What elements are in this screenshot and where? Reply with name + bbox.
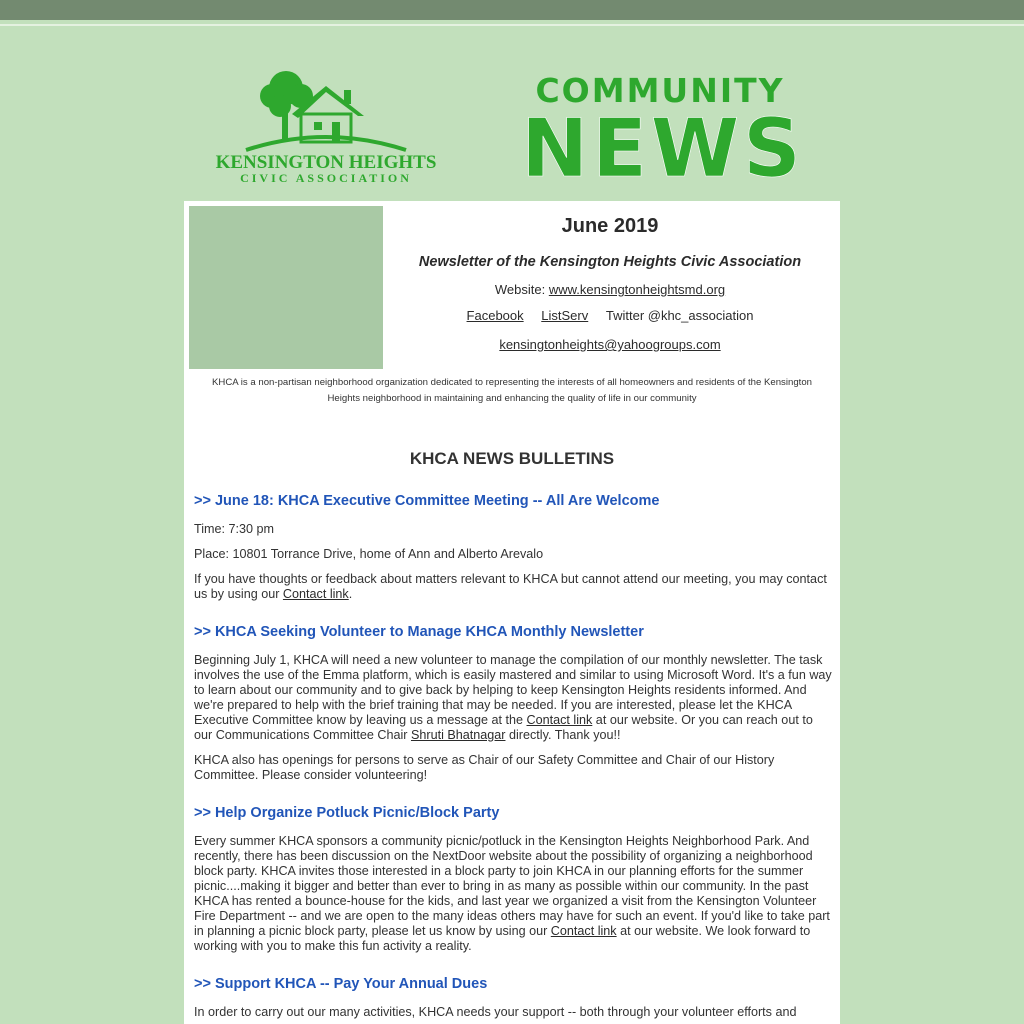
contact-link[interactable]: Contact link <box>550 924 617 938</box>
bulletins-content <box>194 493 832 1020</box>
picnic-paragraph <box>194 834 832 954</box>
volunteer-text: Beginning July 1, KHCA will need a new volunteer to manage the compilation of our monthly newsletter. The task involves the use of the Emma platform, which is easily mastered and similar to using Microsoft Word. It's a fun way to learn about our community and to give back by helping to keep Kensington Heights residents informed. And we're prepared to help with the brief training that may be needed. If you are interested, please let the KHCA Executive Committee know by leaving us a message at the <box>194 653 832 727</box>
bulletins-heading: KHCA NEWS BULLETINS <box>409 449 615 468</box>
volunteer-paragraph <box>194 653 832 743</box>
community-news-masthead <box>520 70 810 185</box>
volunteer-text-end: directly. Thank you!! <box>505 728 621 742</box>
issue-date: June 2019 <box>561 215 659 237</box>
picnic-text-end: at our website. We look forward to working with you to make this fun activity a reality. <box>194 924 811 953</box>
openings-paragraph: KHCA also has openings for persons to serve as Chair of our Safety Committee and Chair of our History Committee. Please consider volunteering! <box>194 753 775 782</box>
meeting-paragraph <box>194 572 832 602</box>
top-bar <box>0 0 1024 20</box>
contact-link[interactable]: Contact link <box>526 713 593 727</box>
section-title-volunteer: >> KHCA Seeking Volunteer to Manage KHCA Monthly Newsletter <box>194 624 644 640</box>
masthead-word1: COMMUNITY <box>535 71 785 110</box>
email-link[interactable]: kensingtonheights@yahoogroups.com <box>499 337 721 352</box>
section-title-picnic: >> Help Organize Potluck Picnic/Block Party <box>194 805 500 821</box>
meeting-text-end: . <box>348 587 353 601</box>
logo-line1: KENSINGTON HEIGHTS <box>215 152 437 173</box>
section-title-meeting: >> June 18: KHCA Executive Committee Meeting -- All Are Welcome <box>194 493 660 509</box>
meeting-time: Time: 7:30 pm <box>194 522 275 536</box>
newsletter-subtitle: Newsletter of the Kensington Heights Civic Association <box>418 254 802 270</box>
website-label: Website: <box>494 282 549 297</box>
contact-link[interactable]: Contact link <box>282 587 349 601</box>
twitter-handle: Twitter @khc_association <box>605 308 754 323</box>
email-line <box>394 337 826 352</box>
khca-logo <box>206 66 446 186</box>
newsletter-card <box>184 201 840 1024</box>
listserv-link[interactable]: ListServ <box>541 308 589 323</box>
picnic-text: Every summer KHCA sponsors a community picnic/potluck in the Kensington Heights Neighborhood Park. And recently, there has been discussion on the NextDoor website about the possibility of organizing a neighborhood block party. KHCA invites those interested in a block party to join KHCA in our planning efforts for the summer picnic....making it bigger and better than ever to bring in as many as possible within our community. In the past KHCA has rented a bounce-house for the kids, and last year we organized a visit from the Kensington Volunteer Fire Department -- and we are open to the many ideas others may have for such an event. If you'd like to take part in planning a picnic block party, please let us know by using our <box>194 834 830 938</box>
masthead-word2: NEWS <box>521 102 805 185</box>
meeting-place: Place: 10801 Torrance Drive, home of Ann and Alberto Arevalo <box>194 547 544 561</box>
meeting-text: If you have thoughts or feedback about matters relevant to KHCA but cannot attend our meeting, you may contact us by using our <box>194 572 827 601</box>
website-line <box>394 282 826 297</box>
social-links <box>394 308 826 323</box>
facebook-link[interactable]: Facebook <box>466 308 524 323</box>
header-photo <box>189 206 383 369</box>
house-tree-icon <box>206 66 446 186</box>
dues-paragraph: In order to carry out our many activities, KHCA needs your support -- both through your volunteer efforts and <box>194 1005 797 1019</box>
website-link[interactable]: www.kensingtonheightsmd.org <box>548 282 726 297</box>
section-title-dues: >> Support KHCA -- Pay Your Annual Dues <box>194 976 488 992</box>
mission-statement: KHCA is a non-partisan neighborhood organization dedicated to representing the interests of all homeowners and residents of the Kensington Heights neighborhood in maintaining and enhancing the quality of life in our community <box>212 377 812 404</box>
volunteer-text-mid: at our website. Or you can reach out to our Communications Committee Chair <box>194 713 813 742</box>
top-divider <box>0 24 1024 26</box>
chair-link[interactable]: Shruti Bhatnagar <box>410 728 506 742</box>
logo-line2: CIVIC ASSOCIATION <box>240 171 412 185</box>
